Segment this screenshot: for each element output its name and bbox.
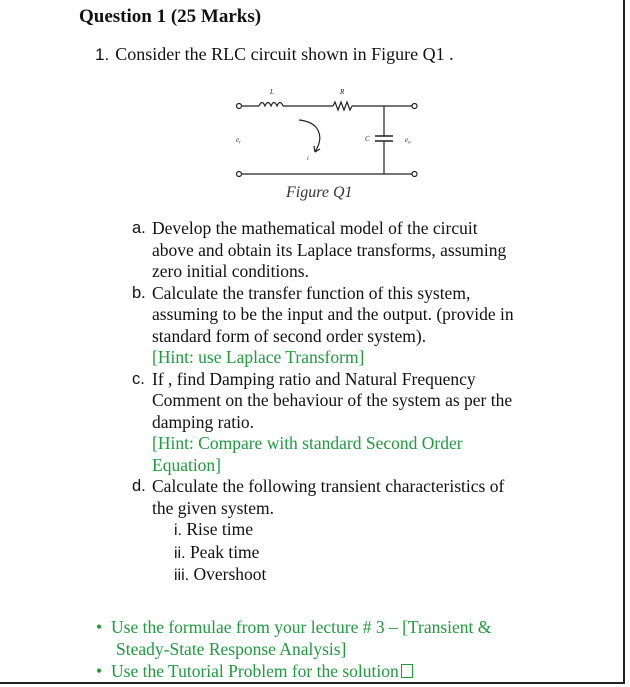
current-arrow	[299, 120, 320, 152]
hint-text: [Hint: Compare with standard Second Order	[152, 433, 463, 453]
part-c	[132, 369, 562, 477]
note-text: Use the formulae from your lecture # 3 – [Transient &	[111, 617, 492, 637]
part-text-line: zero initial conditions.	[152, 261, 309, 281]
note-text-continuation: Steady-State Response Analysis]	[116, 639, 347, 659]
input-terminal-bottom	[237, 172, 242, 177]
sub-item-overshoot: iii. Overshoot	[174, 564, 267, 584]
output-terminal-bottom	[412, 172, 417, 177]
part-label: a.	[132, 219, 146, 237]
part-text-line: the given system.	[152, 497, 274, 518]
sub-item-rise-time: i. Rise time	[174, 519, 253, 539]
part-text-line: damping ratio.	[152, 411, 255, 432]
bullet-icon: •	[96, 617, 103, 637]
inductor-symbol	[259, 103, 283, 107]
current-label: i	[307, 156, 309, 162]
part-text-line: standard form of second order system).	[152, 325, 427, 346]
resistor-label: R	[340, 88, 345, 96]
hint-text: [Hint: use Laplace Transform]	[152, 347, 365, 367]
question-intro-text: Consider the RLC circuit shown in Figure Q1 .	[115, 44, 454, 64]
part-text-line: assuming to be the input and the output. (provide in	[152, 304, 514, 324]
notes-list	[96, 616, 491, 682]
rlc-circuit-diagram	[229, 84, 424, 182]
missing-glyph-icon	[401, 664, 413, 678]
part-d	[132, 476, 562, 587]
part-label: b.	[132, 283, 146, 302]
part-label: c.	[132, 369, 145, 388]
rlc-circuit-figure	[229, 84, 424, 182]
part-b	[132, 283, 562, 369]
question-title: Question 1 (25 Marks)	[79, 6, 262, 27]
question-intro	[95, 44, 454, 65]
part-text-line: Develop the mathematical model of the circuit	[152, 218, 478, 238]
note-item	[96, 616, 491, 660]
sub-item-peak-time: ii. Peak time	[174, 541, 260, 562]
note-item	[96, 660, 491, 682]
input-voltage-label: $e_i$	[236, 136, 241, 146]
note-text: Use the Tutorial Problem for the solution	[111, 661, 399, 681]
part-text-line: Calculate the following transient characteristics of	[152, 476, 505, 496]
figure-caption: Figure Q1	[286, 184, 353, 201]
output-terminal-top	[412, 104, 417, 109]
hint-text: Equation]	[152, 454, 222, 475]
part-text-line: If , find Damping ratio and Natural Frequency	[152, 368, 476, 389]
bullet-icon: •	[96, 661, 103, 681]
question-number: 1.	[95, 45, 110, 64]
part-text-line: above and obtain its Laplace transforms, assuming	[152, 239, 507, 260]
output-voltage-label: $e_o$	[405, 136, 411, 146]
inductor-label: L	[270, 88, 274, 96]
capacitor-label: C	[365, 135, 370, 143]
part-a	[132, 218, 562, 283]
question-parts	[132, 218, 562, 587]
resistor-symbol	[333, 102, 352, 110]
part-text-line: Calculate the transfer function of this system,	[152, 282, 471, 303]
part-text-line: Comment on the behaviour of the system as per the	[152, 390, 513, 410]
part-label: d.	[132, 477, 146, 495]
input-terminal-top	[237, 104, 242, 109]
